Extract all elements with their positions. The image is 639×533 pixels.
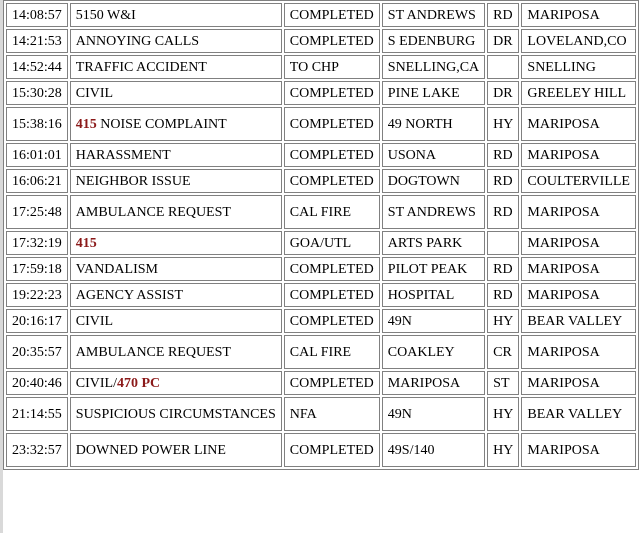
call-type-cell: [70, 29, 282, 53]
city-cell: BEAR VALLEY: [521, 397, 636, 431]
location-cell: ST ANDREWS: [382, 3, 485, 27]
call-type-text: AGENCY ASSIST: [75, 287, 184, 303]
time-cell: 17:25:48: [6, 195, 68, 229]
call-type-cell: [70, 371, 282, 395]
call-type-cell: [70, 397, 282, 431]
street-suffix-cell: RD: [487, 169, 519, 193]
time-cell: 14:08:57: [6, 3, 68, 27]
penal-code-text: 415: [75, 235, 97, 251]
table-row: [6, 55, 636, 79]
call-type-text: VANDALISM: [75, 261, 158, 277]
time-cell: 20:16:17: [6, 309, 68, 333]
location-cell: 49N: [382, 309, 485, 333]
city-cell: GREELEY HILL: [521, 81, 636, 105]
city-cell: MARIPOSA: [521, 335, 636, 369]
street-suffix-cell: RD: [487, 195, 519, 229]
table-row: [6, 433, 636, 467]
table-row: [6, 231, 636, 255]
call-type-cell: [70, 169, 282, 193]
table-row: [6, 309, 636, 333]
city-cell: MARIPOSA: [521, 231, 636, 255]
time-cell: 14:21:53: [6, 29, 68, 53]
street-suffix-cell: [487, 55, 519, 79]
call-type-text: SUSPICIOUS CIRCUMSTANCES: [75, 406, 276, 422]
street-suffix-cell: DR: [487, 81, 519, 105]
time-cell: 20:35:57: [6, 335, 68, 369]
call-type-text: DOWNED POWER LINE: [75, 442, 226, 458]
disposition-cell: COMPLETED: [284, 81, 380, 105]
street-suffix-cell: RD: [487, 3, 519, 27]
call-type-text: NEIGHBOR ISSUE: [75, 173, 191, 189]
street-suffix-cell: CR: [487, 335, 519, 369]
location-cell: 49N: [382, 397, 485, 431]
city-cell: MARIPOSA: [521, 371, 636, 395]
call-type-cell: [70, 283, 282, 307]
location-cell: SNELLING,CA: [382, 55, 485, 79]
street-suffix-cell: HY: [487, 397, 519, 431]
table-row: [6, 81, 636, 105]
call-type-text: TRAFFIC ACCIDENT: [75, 59, 207, 75]
disposition-cell: COMPLETED: [284, 107, 380, 141]
call-type-cell: [70, 231, 282, 255]
location-cell: PILOT PEAK: [382, 257, 485, 281]
call-type-cell: [70, 257, 282, 281]
time-cell: 19:22:23: [6, 283, 68, 307]
call-type-text: AMBULANCE REQUEST: [75, 344, 231, 360]
call-type-cell: [70, 55, 282, 79]
call-type-cell: [70, 433, 282, 467]
time-cell: 21:14:55: [6, 397, 68, 431]
call-type-cell: [70, 143, 282, 167]
location-cell: ST ANDREWS: [382, 195, 485, 229]
disposition-cell: COMPLETED: [284, 3, 380, 27]
location-cell: ARTS PARK: [382, 231, 485, 255]
call-type-text: HARASSMENT: [75, 147, 171, 163]
street-suffix-cell: DR: [487, 29, 519, 53]
call-type-text: AMBULANCE REQUEST: [75, 204, 231, 220]
disposition-cell: COMPLETED: [284, 143, 380, 167]
disposition-cell: CAL FIRE: [284, 335, 380, 369]
city-cell: MARIPOSA: [521, 107, 636, 141]
time-cell: 16:01:01: [6, 143, 68, 167]
table-row: [6, 3, 636, 27]
time-cell: 20:40:46: [6, 371, 68, 395]
city-cell: MARIPOSA: [521, 195, 636, 229]
city-cell: SNELLING: [521, 55, 636, 79]
disposition-cell: NFA: [284, 397, 380, 431]
disposition-cell: COMPLETED: [284, 309, 380, 333]
table-row: [6, 257, 636, 281]
location-cell: COAKLEY: [382, 335, 485, 369]
call-type-cell: [70, 195, 282, 229]
city-cell: COULTERVILLE: [521, 169, 636, 193]
call-type-cell: [70, 107, 282, 141]
call-type-text: CIVIL: [75, 313, 114, 329]
time-cell: 23:32:57: [6, 433, 68, 467]
call-type-cell: [70, 335, 282, 369]
disposition-cell: COMPLETED: [284, 433, 380, 467]
street-suffix-cell: RD: [487, 143, 519, 167]
street-suffix-cell: HY: [487, 433, 519, 467]
table-row: [6, 335, 636, 369]
disposition-cell: TO CHP: [284, 55, 380, 79]
street-suffix-cell: RD: [487, 257, 519, 281]
disposition-cell: COMPLETED: [284, 283, 380, 307]
penal-code-text: 470 PC: [117, 375, 161, 391]
location-cell: 49 NORTH: [382, 107, 485, 141]
disposition-cell: COMPLETED: [284, 257, 380, 281]
city-cell: MARIPOSA: [521, 283, 636, 307]
time-cell: 17:32:19: [6, 231, 68, 255]
table-row: [6, 169, 636, 193]
table-row: [6, 283, 636, 307]
street-suffix-cell: [487, 231, 519, 255]
city-cell: MARIPOSA: [521, 3, 636, 27]
city-cell: MARIPOSA: [521, 257, 636, 281]
time-cell: 15:30:28: [6, 81, 68, 105]
location-cell: HOSPITAL: [382, 283, 485, 307]
city-cell: MARIPOSA: [521, 143, 636, 167]
time-cell: 16:06:21: [6, 169, 68, 193]
call-type-text: NOISE COMPLAINT: [96, 116, 227, 132]
location-cell: PINE LAKE: [382, 81, 485, 105]
disposition-cell: COMPLETED: [284, 169, 380, 193]
city-cell: LOVELAND,CO: [521, 29, 636, 53]
call-type-text: ANNOYING CALLS: [75, 33, 200, 49]
time-cell: 15:38:16: [6, 107, 68, 141]
city-cell: BEAR VALLEY: [521, 309, 636, 333]
call-type-text: CIVIL: [75, 85, 114, 101]
dispatch-log-table: [3, 0, 639, 470]
location-cell: 49S/140: [382, 433, 485, 467]
disposition-cell: CAL FIRE: [284, 195, 380, 229]
disposition-cell: COMPLETED: [284, 371, 380, 395]
call-type-cell: [70, 81, 282, 105]
disposition-cell: COMPLETED: [284, 29, 380, 53]
street-suffix-cell: ST: [487, 371, 519, 395]
disposition-cell: GOA/UTL: [284, 231, 380, 255]
location-cell: MARIPOSA: [382, 371, 485, 395]
location-cell: S EDENBURG: [382, 29, 485, 53]
location-cell: DOGTOWN: [382, 169, 485, 193]
time-cell: 17:59:18: [6, 257, 68, 281]
table-row: [6, 195, 636, 229]
call-type-cell: [70, 3, 282, 27]
call-type-text: CIVIL/: [75, 375, 117, 391]
table-row: [6, 29, 636, 53]
city-cell: MARIPOSA: [521, 433, 636, 467]
table-row: [6, 143, 636, 167]
call-type-text: 5150 W&I: [75, 7, 136, 23]
penal-code-text: 415: [75, 116, 97, 132]
street-suffix-cell: HY: [487, 309, 519, 333]
table-row: [6, 371, 636, 395]
table-row: [6, 397, 636, 431]
street-suffix-cell: HY: [487, 107, 519, 141]
location-cell: USONA: [382, 143, 485, 167]
time-cell: 14:52:44: [6, 55, 68, 79]
call-type-cell: [70, 309, 282, 333]
table-row: [6, 107, 636, 141]
street-suffix-cell: RD: [487, 283, 519, 307]
